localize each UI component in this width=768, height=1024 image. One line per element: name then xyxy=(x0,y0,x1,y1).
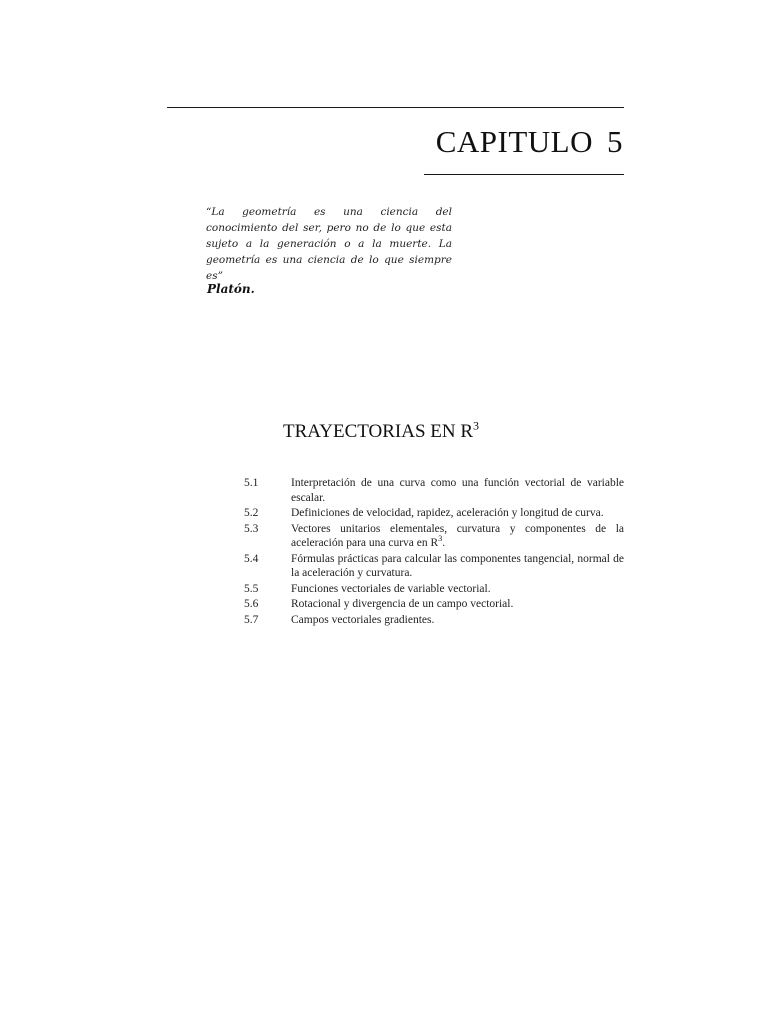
chapter-title xyxy=(436,124,623,160)
toc-item xyxy=(244,613,624,628)
toc-item xyxy=(244,582,624,597)
toc-item-number: 5.2 xyxy=(244,507,259,519)
toc-item-suffix: . xyxy=(442,537,446,549)
toc-item-number: 5.1 xyxy=(244,477,259,489)
table-of-contents xyxy=(244,476,624,628)
top-divider xyxy=(167,107,624,108)
toc-item-number: 5.7 xyxy=(244,613,259,626)
chapter-title-underline xyxy=(424,174,624,175)
toc-item xyxy=(244,506,624,521)
section-title-text: TRAYECTORIAS EN R xyxy=(283,421,474,442)
toc-item-text: Funciones vectoriales de variable vectorial. xyxy=(291,582,491,595)
toc-item-number: 5.3 xyxy=(244,522,259,535)
section-title xyxy=(283,418,480,443)
toc-item xyxy=(244,552,624,581)
epigraph-quote: “La geometría es una ciencia del conocimiento del ser, pero no de lo que esta sujeto a la generación o a la muerte. La geometría es una ciencia de lo que siempre es” xyxy=(206,206,452,282)
toc-item-text: Campos vectoriales gradientes. xyxy=(291,613,435,626)
toc-item-text: Interpretación de una curva como una función vectorial de variable escalar. xyxy=(291,477,624,504)
toc-item-superscript: 3 xyxy=(438,534,443,544)
toc-item-text-wrapper xyxy=(291,522,624,551)
toc-item-number: 5.4 xyxy=(244,552,259,565)
toc-item-text: Rotacional y divergencia de un campo vectorial. xyxy=(291,598,514,610)
epigraph-author: Platón. xyxy=(207,282,255,296)
toc-item xyxy=(244,476,624,505)
toc-item-number: 5.6 xyxy=(244,598,259,610)
chapter-label: CAPITULO xyxy=(435,124,593,159)
toc-item-text: Fórmulas prácticas para calcular las componentes tangencial, normal de la aceleración y curvatura. xyxy=(291,552,624,579)
toc-item xyxy=(244,522,624,551)
toc-item xyxy=(244,597,624,612)
chapter-number: 5 xyxy=(607,124,623,159)
section-title-superscript: 3 xyxy=(473,418,480,433)
toc-item-text: Vectores unitarios elementales, curvatura y componentes de la aceleración para una curva en R xyxy=(291,522,624,549)
toc-item-text: Definiciones de velocidad, rapidez, aceleración y longitud de curva. xyxy=(291,507,604,519)
toc-item-number: 5.5 xyxy=(244,582,259,595)
